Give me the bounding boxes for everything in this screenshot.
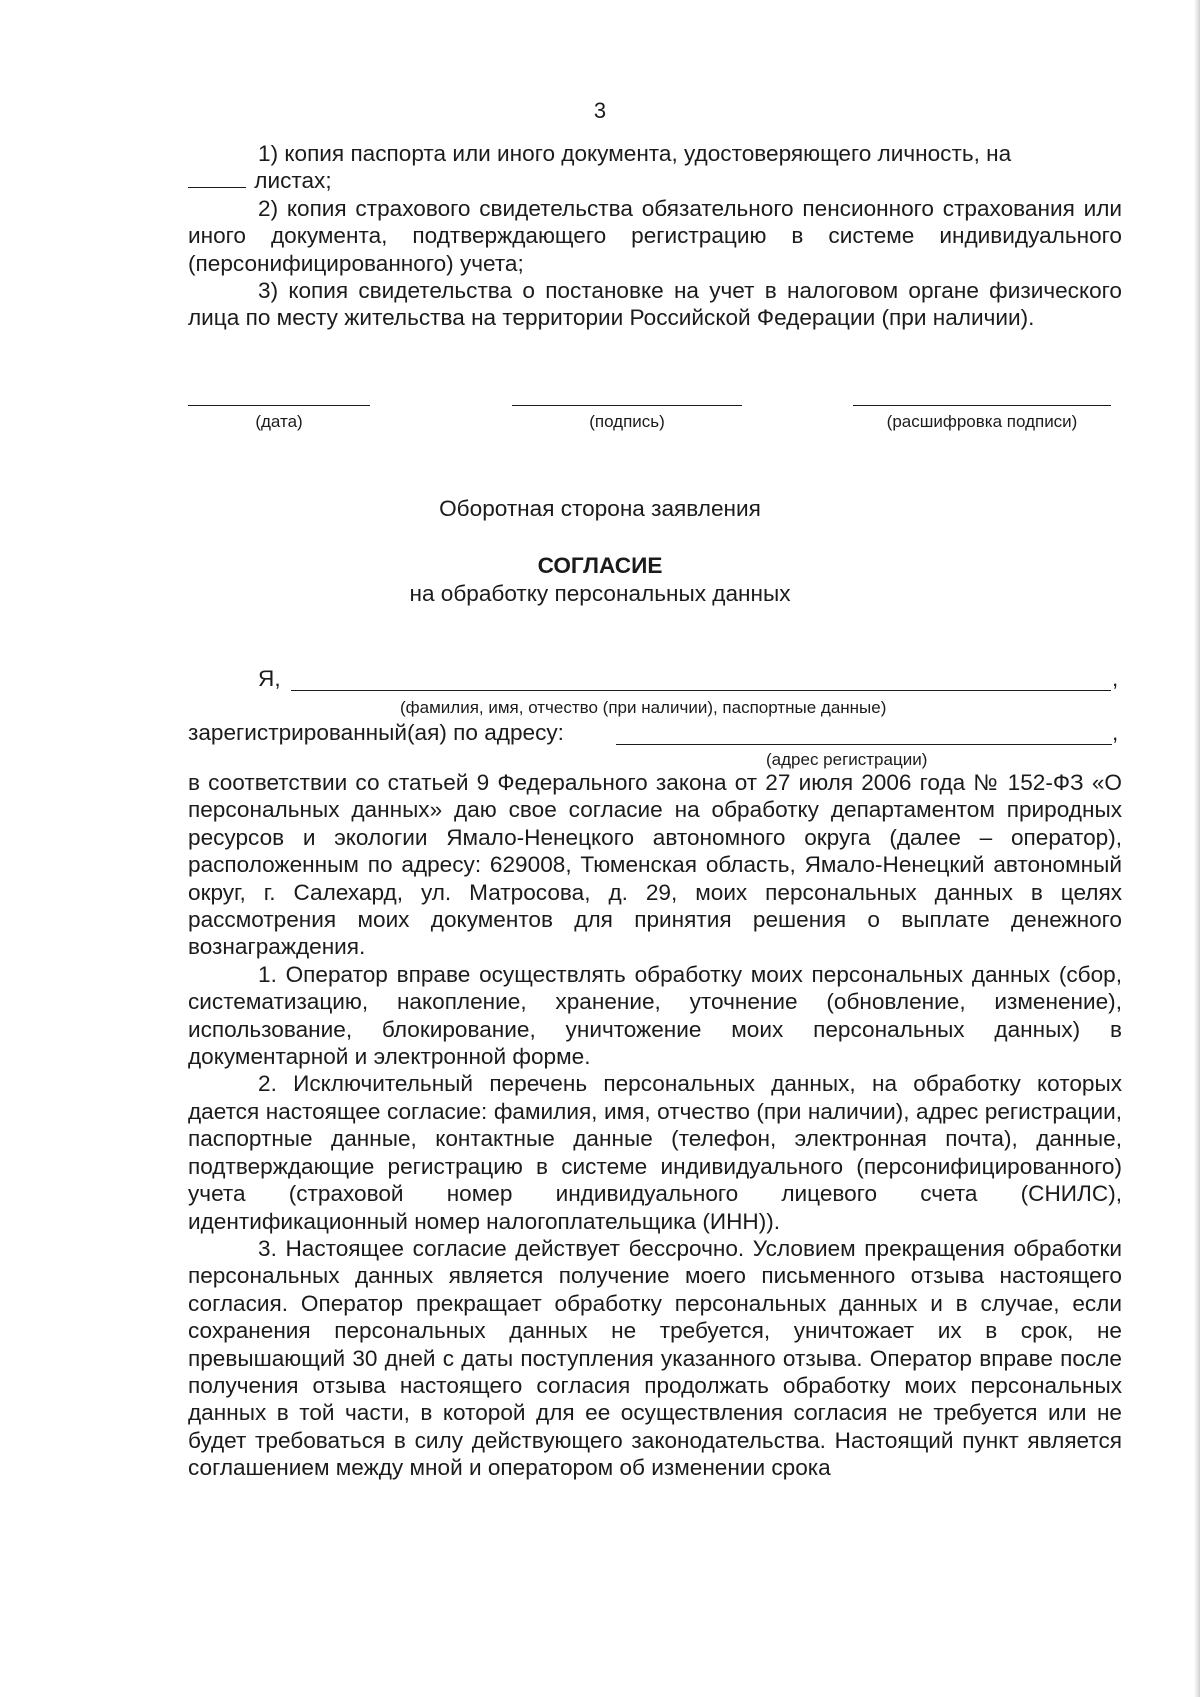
address-field-row [188,720,1122,750]
attachments-list [188,140,1122,332]
attachment-item-2: 2) копия страхового свидетельства обязательного пенсионного страхования или иного документа, подтверждающего регистрацию в системе индивидуального (персонифицированного) учета; [188,195,1122,276]
attachment-item-1-text: 1) копия паспорта или иного документа, удостоверяющего личность, на [258,141,1012,166]
attachment-item-1 [188,140,1122,167]
consent-point-1: 1. Оператор вправе осуществлять обработку моих персональных данных (сбор, систематизацию, накопление, хранение, уточнение (обновление, изменение), использование, блокирование, уничтожение моих персональных данных) в документарной и электронной форме. [188,961,1122,1070]
address-caption: (адрес регистрации) [766,750,928,769]
consent-subtitle: на обработку персональных данных [409,581,791,606]
decode-caption: (расшифровка подписи) [886,412,1078,431]
scan-edge-shadow [1194,0,1200,1697]
consent-point-2: 2. Исключительный перечень персональных данных, на обработку которых дается настоящее согласие: фамилия, имя, отчество (при наличии), адрес регистрации, паспортные данные, контактные данные (телефон, электронная почта), данные, подтверждающие регистрацию в системе индивидуального (персонифицированного) учета (страховой номер индивидуального лицевого счета (СНИЛС), идентификационный номер налогоплательщика (ИНН)). [188,1071,1122,1234]
attachment-item-1-continued [188,167,1122,194]
consent-point-3: 3. Настоящее согласие действует бессрочно. Условием прекращения обработки персональных данных является получение моего письменного отзыва настоящего согласия. Оператор прекращает обработку персональных данных и в случае, если сохранения персональных данных не требуется, уничтожает их в срок, не превышающий 30 дней с даты поступления указанного отзыва. Оператор вправе после получения отзыва настоящего согласия продолжать обработку моих персональных данных в той части, в которой для ее осуществления согласия не требуется или не будет требоваться в силу действующего законодательства. Настоящий пункт является соглашением между мной и оператором об изменении срока [188,1235,1122,1481]
date-signature-block [188,405,370,432]
name-blank-line [291,690,1111,691]
consent-title: СОГЛАСИЕ [537,553,663,578]
sign-signature-block [512,405,742,432]
name-caption: (фамилия, имя, отчество (при наличии), паспортные данные) [400,698,887,717]
name-field-row [188,666,1122,696]
consent-intro: в соответствии со статьей 9 Федерального закона от 27 июля 2006 года № 152-ФЗ «О персональных данных» даю свое согласие на обработку департаментом природных ресурсов и экологии Ямало-Ненецкого автономного округа (далее – оператор), расположенным по адресу: 629008, Тюменская область, Ямало-Ненецкий автономный округ, г. Салехард, ул. Матросова, д. 29, моих персональных данных в целях рассмотрения моих документов для принятия решения о выплате денежного вознаграждения. [188,770,1122,960]
sheet-count-blank [188,169,246,188]
date-caption: (дата) [255,412,303,431]
date-line [188,405,370,406]
address-label: зарегистрированный(ая) по адресу: [188,720,564,745]
decode-signature-block [853,405,1111,432]
address-blank-line [616,744,1112,745]
reverse-side-heading: Оборотная сторона заявления [439,496,761,521]
page-number: 3 [593,98,607,123]
decode-line [853,405,1111,406]
signature-row [0,405,1200,445]
name-comma: , [1112,666,1119,691]
sign-line [512,405,742,406]
attachment-item-1-suffix: листах; [254,168,332,194]
sign-caption: (подпись) [589,412,665,431]
ya-label: Я, [258,666,281,691]
consent-body [188,769,1122,1482]
attachment-item-3: 3) копия свидетельства о постановке на учет в налоговом органе физического лица по месту жительства на территории Российской Федерации (при наличии). [188,278,1122,331]
address-comma: , [1112,720,1119,745]
